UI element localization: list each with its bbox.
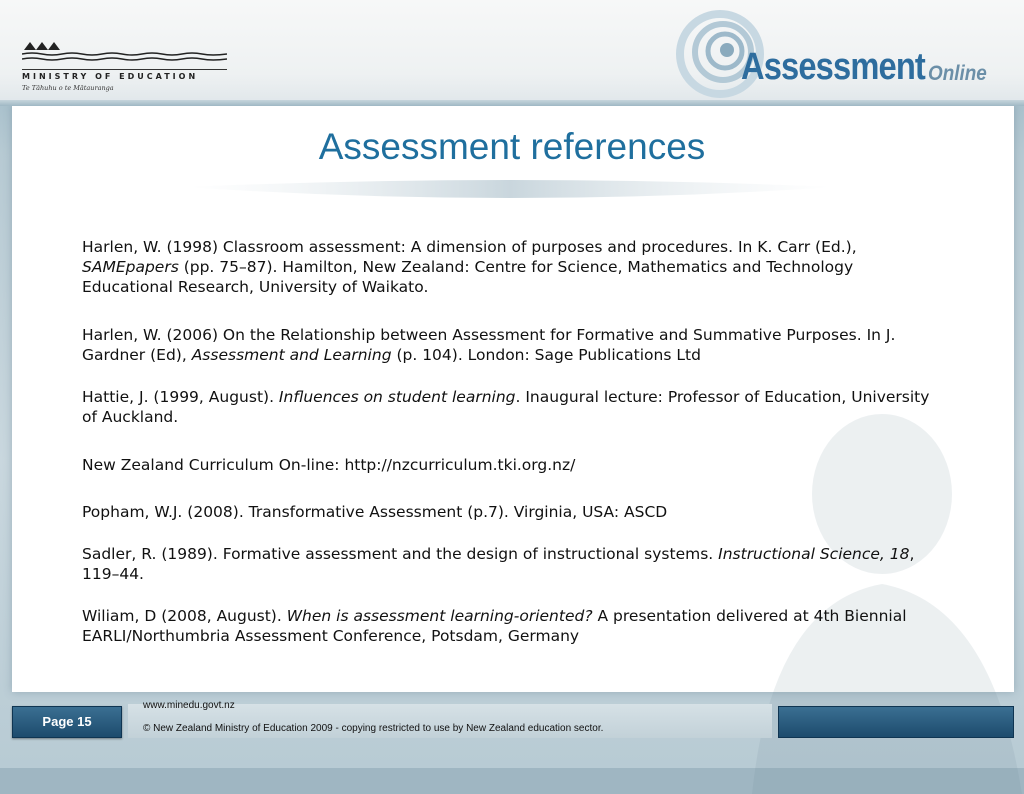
brand-word: Assessment — [741, 46, 925, 88]
ministry-rule — [22, 69, 227, 70]
page-number: Page 15 — [42, 714, 92, 729]
reference-item: Sadler, R. (1989). Formative assessment and the design of instructional systems. Instructional Science, 18, 119–44. — [82, 545, 915, 583]
reference-item: Wiliam, D (2008, August). When is assessment learning-oriented? A presentation delivered at 4th Biennial EARLI/Northumbria Assessment Conference, Potsdam, Germany — [82, 607, 907, 645]
ministry-wave-icon — [22, 42, 227, 64]
footer — [0, 692, 1024, 768]
slide-title: Assessment references — [318, 126, 706, 167]
reference-item: New Zealand Curriculum On-line: http://nzcurriculum.tki.org.nz/ — [82, 456, 576, 474]
header — [0, 0, 1024, 106]
assessment-online-logo — [675, 6, 1005, 101]
reference-list — [82, 237, 942, 646]
reference-item: Popham, W.J. (2008). Transformative Assessment (p.7). Virginia, USA: ASCD — [82, 503, 668, 521]
ministry-tagline: Te Tāhuhu o te Mātauranga — [22, 84, 114, 92]
reference-item: Hattie, J. (1999, August). Influences on student learning. Inaugural lecture: Professor of Education, University of Auckland. — [82, 388, 930, 426]
footer-right-box — [778, 706, 1014, 738]
footer-url: www.minedu.govt.nz — [143, 700, 235, 711]
brand-suffix: Online — [928, 62, 987, 85]
footer-copyright: © New Zealand Ministry of Education 2009 - copying restricted to use by New Zealand education sector. — [143, 723, 604, 734]
title-swoosh — [185, 175, 835, 215]
reference-item: Harlen, W. (2006) On the Relationship between Assessment for Formative and Summative Purposes. In J. Gardner (Ed), Assessment and Learning (p. 104). London: Sage Publications Ltd — [82, 326, 896, 364]
reference-item: Harlen, W. (1998) Classroom assessment: A dimension of purposes and procedures. In K. Carr (Ed.), SAMEpapers (pp. 75–87). Hamilton, New Zealand: Centre for Science, Mathematics and Technology Educational Research, University of Waikato. — [82, 238, 857, 296]
page-number-box — [12, 706, 122, 738]
ministry-logo — [22, 42, 227, 92]
ministry-name: MINISTRY OF EDUCATION — [22, 72, 199, 81]
